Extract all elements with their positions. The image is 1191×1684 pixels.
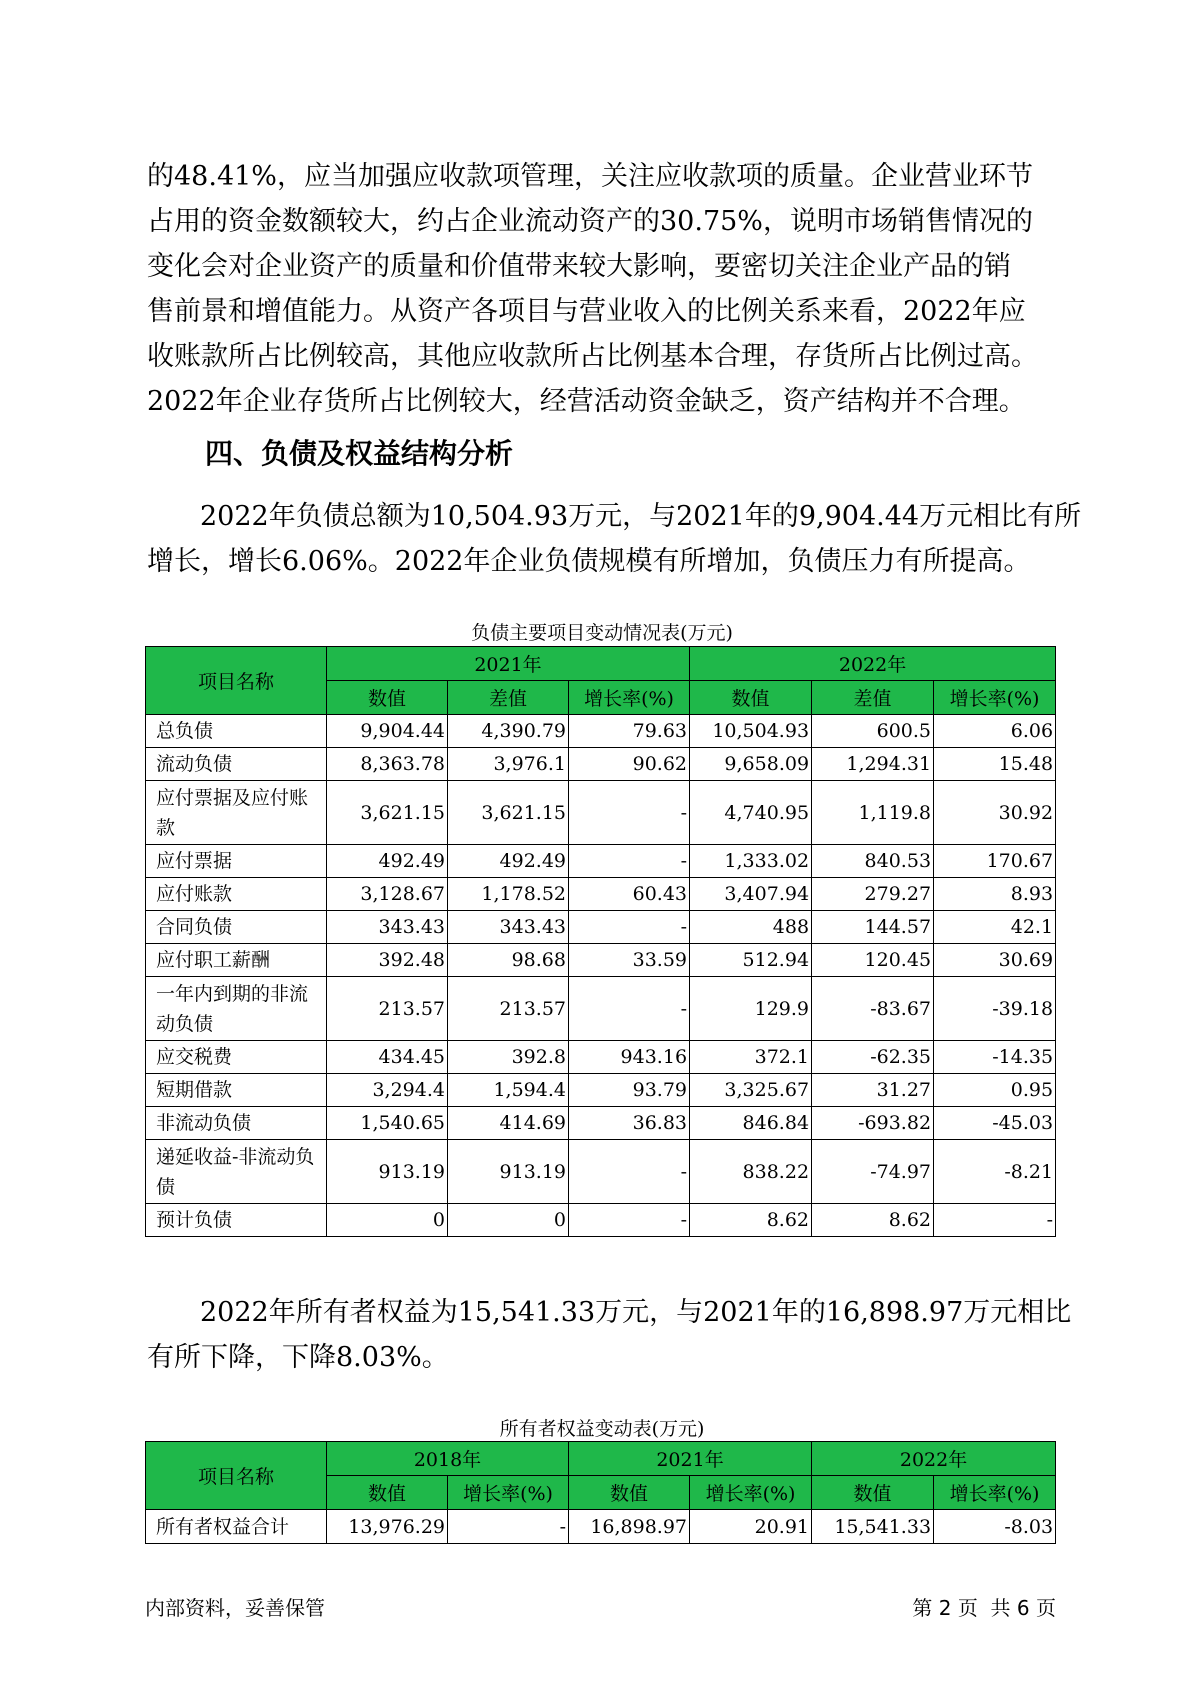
intro-paragraph bbox=[147, 154, 1057, 424]
column-header: 数值 bbox=[327, 681, 448, 715]
cell-value: 0 bbox=[448, 1204, 569, 1237]
cell-value: 79.63 bbox=[569, 715, 690, 748]
text-line: 占用的资金数额较大，约占企业流动资产的30.75%，说明市场销售情况的 bbox=[147, 206, 1033, 237]
cell-value: 372.1 bbox=[690, 1041, 812, 1074]
cell-value: 1,119.8 bbox=[812, 781, 934, 845]
row-label: 合同负债 bbox=[146, 911, 327, 944]
text-line: 2022年所有者权益为15,541.33万元，与2021年的16,898.97万元相比 bbox=[200, 1297, 1072, 1328]
cell-value: -62.35 bbox=[812, 1041, 934, 1074]
cell-value: 8,363.78 bbox=[327, 748, 448, 781]
cell-value: -83.67 bbox=[812, 977, 934, 1041]
year-header: 2018年 bbox=[327, 1442, 569, 1476]
cell-value: 33.59 bbox=[569, 944, 690, 977]
row-label: 应付账款 bbox=[146, 878, 327, 911]
cell-value: 3,621.15 bbox=[327, 781, 448, 845]
cell-value: 4,740.95 bbox=[690, 781, 812, 845]
cell-value: 1,178.52 bbox=[448, 878, 569, 911]
cell-value: 3,294.4 bbox=[327, 1074, 448, 1107]
cell-value: 6.06 bbox=[934, 715, 1056, 748]
year-header: 2022年 bbox=[812, 1442, 1056, 1476]
text-line: 2022年负债总额为10,504.93万元，与2021年的9,904.44万元相比有所 bbox=[200, 501, 1082, 532]
cell-value: -693.82 bbox=[812, 1107, 934, 1140]
row-label: 应付票据 bbox=[146, 845, 327, 878]
cell-value: 3,621.15 bbox=[448, 781, 569, 845]
table-row bbox=[146, 878, 1056, 911]
cell-value: - bbox=[569, 845, 690, 878]
equity-paragraph bbox=[147, 1290, 1072, 1380]
cell-value: 9,904.44 bbox=[327, 715, 448, 748]
cell-value: 392.48 bbox=[327, 944, 448, 977]
column-header: 数值 bbox=[812, 1476, 934, 1510]
table-row bbox=[146, 1510, 1056, 1544]
cell-value: -8.03 bbox=[934, 1510, 1056, 1544]
cell-value: 170.67 bbox=[934, 845, 1056, 878]
cell-value: -14.35 bbox=[934, 1041, 1056, 1074]
row-label: 一年内到期的非流动负债 bbox=[146, 977, 327, 1041]
cell-value: 846.84 bbox=[690, 1107, 812, 1140]
cell-value: -45.03 bbox=[934, 1107, 1056, 1140]
cell-value: 3,407.94 bbox=[690, 878, 812, 911]
item-name-header: 项目名称 bbox=[146, 647, 327, 715]
section-heading: 四、负债及权益结构分析 bbox=[205, 437, 514, 470]
cell-value: 913.19 bbox=[327, 1140, 448, 1204]
cell-value: 42.1 bbox=[934, 911, 1056, 944]
column-header: 增长率(%) bbox=[690, 1476, 812, 1510]
text-line: 变化会对企业资产的质量和价值带来较大影响，要密切关注企业产品的销 bbox=[147, 251, 1011, 282]
equity-table-caption: 所有者权益变动表(万元) bbox=[499, 1418, 705, 1440]
cell-value: 343.43 bbox=[448, 911, 569, 944]
cell-value: 60.43 bbox=[569, 878, 690, 911]
table-row bbox=[146, 781, 1056, 845]
cell-value: 488 bbox=[690, 911, 812, 944]
row-label: 预计负债 bbox=[146, 1204, 327, 1237]
cell-value: 4,390.79 bbox=[448, 715, 569, 748]
table-row bbox=[146, 1204, 1056, 1237]
cell-value: 9,658.09 bbox=[690, 748, 812, 781]
cell-value: - bbox=[448, 1510, 569, 1544]
cell-value: - bbox=[569, 781, 690, 845]
liability-table-caption: 负债主要项目变动情况表(万元) bbox=[471, 622, 733, 644]
cell-value: 10,504.93 bbox=[690, 715, 812, 748]
cell-value: 36.83 bbox=[569, 1107, 690, 1140]
cell-value: 8.93 bbox=[934, 878, 1056, 911]
table-row bbox=[146, 1107, 1056, 1140]
table-row bbox=[146, 1041, 1056, 1074]
table-row bbox=[146, 715, 1056, 748]
cell-value: 1,540.65 bbox=[327, 1107, 448, 1140]
cell-value: 93.79 bbox=[569, 1074, 690, 1107]
liability-paragraph bbox=[147, 494, 1082, 584]
cell-value: - bbox=[569, 1204, 690, 1237]
cell-value: 213.57 bbox=[327, 977, 448, 1041]
cell-value: 434.45 bbox=[327, 1041, 448, 1074]
cell-value: 3,976.1 bbox=[448, 748, 569, 781]
cell-value: 30.92 bbox=[934, 781, 1056, 845]
year-header: 2021年 bbox=[569, 1442, 812, 1476]
text-line: 2022年企业存货所占比例较大，经营活动资金缺乏，资产结构并不合理。 bbox=[147, 386, 1026, 417]
year-header: 2021年 bbox=[327, 647, 690, 681]
cell-value: 0.95 bbox=[934, 1074, 1056, 1107]
cell-value: 492.49 bbox=[448, 845, 569, 878]
cell-value: - bbox=[569, 911, 690, 944]
cell-value: 15,541.33 bbox=[812, 1510, 934, 1544]
cell-value: 512.94 bbox=[690, 944, 812, 977]
cell-value: -39.18 bbox=[934, 977, 1056, 1041]
row-label: 非流动负债 bbox=[146, 1107, 327, 1140]
cell-value: 120.45 bbox=[812, 944, 934, 977]
liability-table bbox=[145, 646, 1056, 1237]
cell-value: 30.69 bbox=[934, 944, 1056, 977]
table-row bbox=[146, 845, 1056, 878]
cell-value: 1,294.31 bbox=[812, 748, 934, 781]
cell-value: 913.19 bbox=[448, 1140, 569, 1204]
year-header: 2022年 bbox=[690, 647, 1056, 681]
cell-value: -8.21 bbox=[934, 1140, 1056, 1204]
row-label: 应付职工薪酬 bbox=[146, 944, 327, 977]
cell-value: 392.8 bbox=[448, 1041, 569, 1074]
cell-value: 343.43 bbox=[327, 911, 448, 944]
column-header: 数值 bbox=[569, 1476, 690, 1510]
cell-value: - bbox=[569, 1140, 690, 1204]
cell-value: 943.16 bbox=[569, 1041, 690, 1074]
column-header: 数值 bbox=[690, 681, 812, 715]
text-line: 增长，增长6.06%。2022年企业负债规模有所增加，负债压力有所提高。 bbox=[147, 546, 1031, 577]
cell-value: 16,898.97 bbox=[569, 1510, 690, 1544]
cell-value: 492.49 bbox=[327, 845, 448, 878]
cell-value: 1,333.02 bbox=[690, 845, 812, 878]
cell-value: - bbox=[934, 1204, 1056, 1237]
row-label: 应付票据及应付账款 bbox=[146, 781, 327, 845]
row-label: 短期借款 bbox=[146, 1074, 327, 1107]
cell-value: 838.22 bbox=[690, 1140, 812, 1204]
cell-value: 600.5 bbox=[812, 715, 934, 748]
cell-value: 98.68 bbox=[448, 944, 569, 977]
column-header: 差值 bbox=[448, 681, 569, 715]
text-line: 有所下降，下降8.03%。 bbox=[147, 1342, 449, 1373]
page-number: 第 2 页 共 6 页 bbox=[912, 1596, 1056, 1620]
text-line: 售前景和增值能力。从资产各项目与营业收入的比例关系来看，2022年应 bbox=[147, 296, 1026, 327]
column-header: 增长率(%) bbox=[934, 1476, 1056, 1510]
cell-value: 840.53 bbox=[812, 845, 934, 878]
cell-value: 213.57 bbox=[448, 977, 569, 1041]
column-header: 差值 bbox=[812, 681, 934, 715]
cell-value: 31.27 bbox=[812, 1074, 934, 1107]
cell-value: -74.97 bbox=[812, 1140, 934, 1204]
cell-value: 279.27 bbox=[812, 878, 934, 911]
table-row bbox=[146, 1074, 1056, 1107]
table-row bbox=[146, 911, 1056, 944]
cell-value: - bbox=[569, 977, 690, 1041]
cell-value: 3,325.67 bbox=[690, 1074, 812, 1107]
cell-value: 90.62 bbox=[569, 748, 690, 781]
column-header: 增长率(%) bbox=[934, 681, 1056, 715]
cell-value: 20.91 bbox=[690, 1510, 812, 1544]
cell-value: 0 bbox=[327, 1204, 448, 1237]
row-label: 流动负债 bbox=[146, 748, 327, 781]
column-header: 数值 bbox=[327, 1476, 448, 1510]
cell-value: 1,594.4 bbox=[448, 1074, 569, 1107]
row-label: 递延收益-非流动负债 bbox=[146, 1140, 327, 1204]
row-label: 应交税费 bbox=[146, 1041, 327, 1074]
text-line: 的48.41%，应当加强应收款项管理，关注应收款项的质量。企业营业环节 bbox=[147, 161, 1033, 192]
cell-value: 8.62 bbox=[812, 1204, 934, 1237]
equity-table bbox=[145, 1441, 1056, 1544]
footer-left: 内部资料，妥善保管 bbox=[145, 1596, 325, 1620]
table-row bbox=[146, 977, 1056, 1041]
cell-value: 8.62 bbox=[690, 1204, 812, 1237]
row-label: 总负债 bbox=[146, 715, 327, 748]
table-row bbox=[146, 748, 1056, 781]
cell-value: 144.57 bbox=[812, 911, 934, 944]
cell-value: 3,128.67 bbox=[327, 878, 448, 911]
text-line: 收账款所占比例较高，其他应收款所占比例基本合理，存货所占比例过高。 bbox=[147, 341, 1038, 372]
item-name-header: 项目名称 bbox=[146, 1442, 327, 1510]
cell-value: 129.9 bbox=[690, 977, 812, 1041]
cell-value: 15.48 bbox=[934, 748, 1056, 781]
cell-value: 13,976.29 bbox=[327, 1510, 448, 1544]
cell-value: 414.69 bbox=[448, 1107, 569, 1140]
table-row bbox=[146, 944, 1056, 977]
row-label: 所有者权益合计 bbox=[146, 1510, 327, 1544]
column-header: 增长率(%) bbox=[448, 1476, 569, 1510]
table-row bbox=[146, 1140, 1056, 1204]
column-header: 增长率(%) bbox=[569, 681, 690, 715]
